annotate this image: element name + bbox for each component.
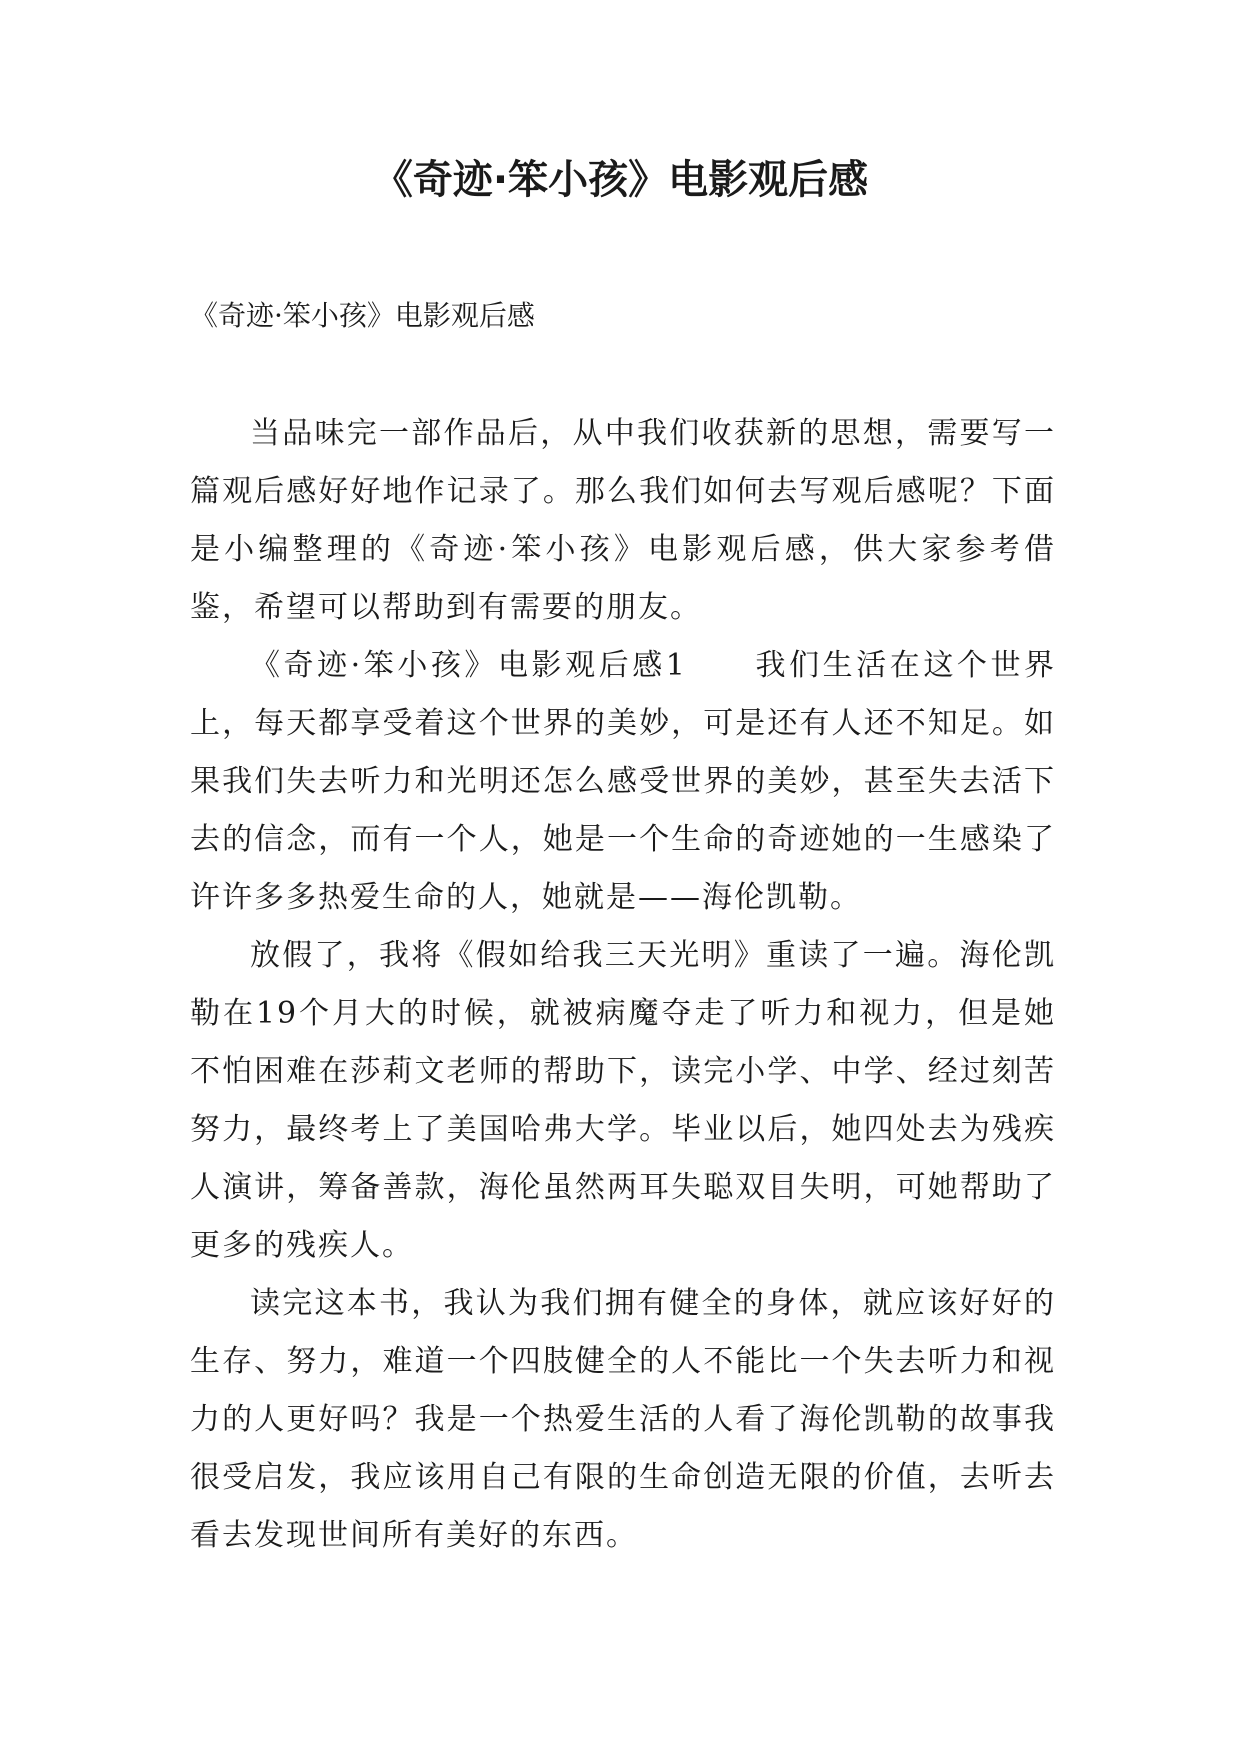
document-body	[190, 405, 1056, 1565]
paragraph-essay-1: 《奇迹·笨小孩》电影观后感1 我们生活在这个世界上，每天都享受着这个世界的美妙，可是还有人还不知足。如果我们失去听力和光明还怎么感受世界的美妙，甚至失去活下去的信念，而有一个人，她是一个生命的奇迹她的一生感染了许许多多热爱生命的人，她就是——海伦凯勒。	[190, 648, 1056, 915]
paragraph-reflection: 读完这本书，我认为我们拥有健全的身体，就应该好好的生存、努力，难道一个四肢健全的人不能比一个失去听力和视力的人更好吗？我是一个热爱生活的人看了海伦凯勒的故事我很受启发，我应该用自己有限的生命创造无限的价值，去听去看去发现世间所有美好的东西。	[190, 1286, 1056, 1553]
paragraph-helen-keller: 放假了，我将《假如给我三天光明》重读了一遍。海伦凯勒在19个月大的时候，就被病魔夺走了听力和视力，但是她不怕困难在莎莉文老师的帮助下，读完小学、中学、经过刻苦努力，最终考上了美国哈弗大学。毕业以后，她四处去为残疾人演讲，筹备善款，海伦虽然两耳失聪双目失明，可她帮助了更多的残疾人。	[190, 938, 1056, 1263]
paragraph-intro: 当品味完一部作品后，从中我们收获新的思想，需要写一篇观后感好好地作记录了。那么我们如何去写观后感呢？下面是小编整理的《奇迹·笨小孩》电影观后感，供大家参考借鉴，希望可以帮助到有需要的朋友。	[190, 416, 1056, 625]
document-title: 《奇迹·笨小孩》电影观后感	[372, 157, 869, 203]
document-subtitle: 《奇迹·笨小孩》电影观后感	[190, 299, 535, 332]
